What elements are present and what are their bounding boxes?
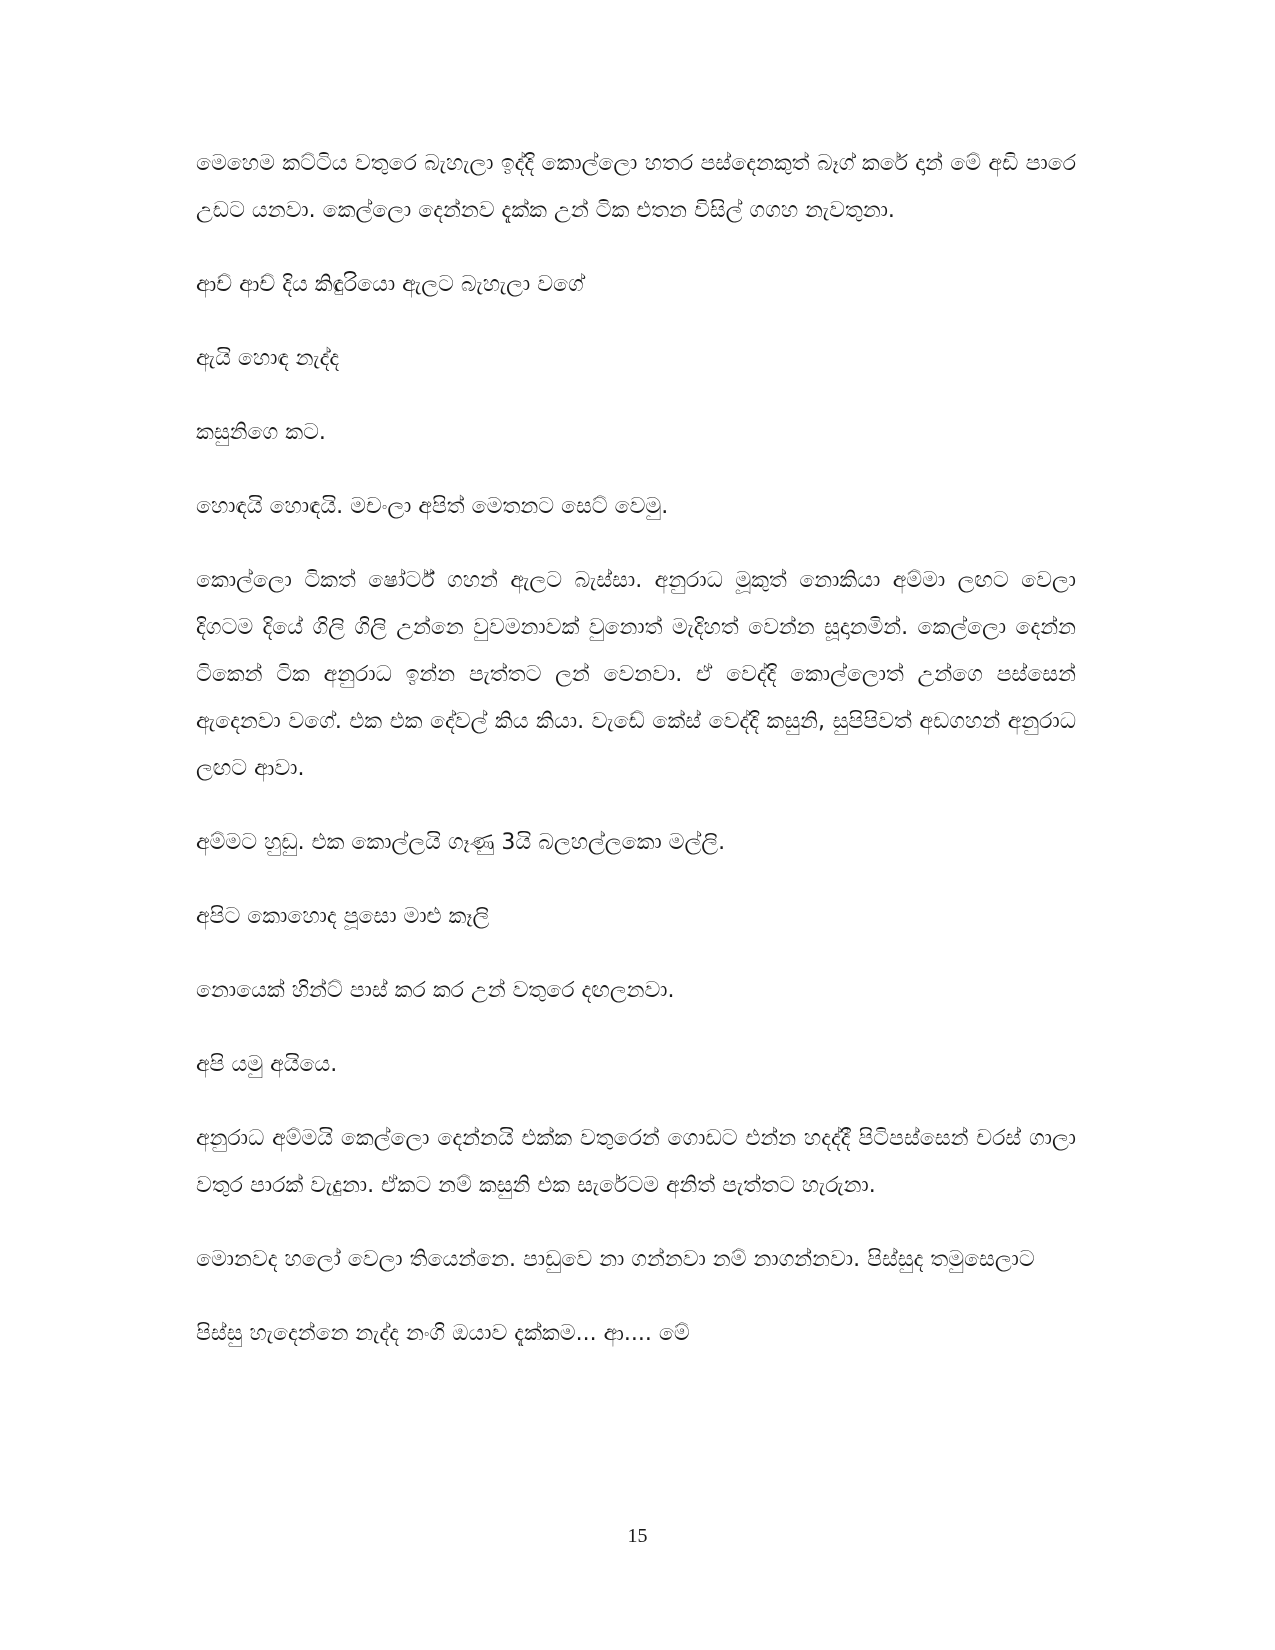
page-number: 15: [627, 1525, 648, 1547]
paragraph-8: අපිට කොහොද පූසො මාළු කෑලි: [196, 904, 490, 929]
paragraph-6: කොල්ලො ටිකත් ෂෝර්ට් ගහන් ඇලට බැස්සා. අනුරාධ මූකුත් නොකියා අම්මා ලඟට වෙලා දිගටම දියේ ගිලි ගිලි උන්නෙ වුවමනාවක් වුනොත් මැදිහත් වෙන්න සූදානමින්. කෙල්ලො දෙන්න ටිකෙන් ටික අනුරාධ ඉන්න පැත්තට ලන් වෙනවා. ඒ වෙද්දි කොල්ලොත් උන්ගෙ පස්සෙන් ඇදෙනවා වගේ. එක එක දේවල් කිය කියා. වැඩේ කේස් වෙද්දි කසුනි, සුපිපිවත් අඩගහන් අනුරාධ ලඟට ආවා.: [196, 568, 1076, 781]
paragraph-2: ආච් ආච් දිය කිඳුරියො ඇලට බැහැලා වගේ: [196, 272, 584, 297]
paragraph-12: මොනවද හලෝ වෙලා තියෙන්නෙ. පාඩුවෙ නා ගන්නවා නම් නාගන්නවා. පිස්සුද තමුසෙලාට: [196, 1247, 1035, 1272]
paragraph-9: නොයෙක් හින්ට් පාස් කර කර උන් වතුරෙ දඟලනවා.: [196, 978, 675, 1003]
paragraph-5: හොඳයි හොඳයි. මචංලා අපිත් මෙතනට සෙට් වෙමු.: [196, 494, 669, 519]
paragraph-1: මෙහෙම කට්ටිය වතුරෙ බැහැලා ඉද්දි කොල්ලො හතර පස්දෙනකුත් බෑග් කරේ දාන් මේ අඩි පාරෙ උඩට යනවා. කෙල්ලො දෙන්නව දැක්ක උන් ටික එතන විසිල් ගගහ නැවතුනා.: [196, 151, 1076, 223]
paragraph-3: ඇයි හොඳ නැද්ද: [196, 346, 340, 371]
paragraph-11: අනුරාධ අම්මයි කෙල්ලො දෙන්නයි එක්ක වතුරෙන් ගොඩට එන්න හදද්දී පිටිපස්සෙන් චරස් ගාලා වතුර පාරක් වැදුනා. ඒකට නම් කසුනි එක සැරේටම අනිත් පැත්තට හැරුනා.: [196, 1126, 1076, 1198]
paragraph-13: පිස්සු හැදෙන්නෙ නැද්ද නංගි ඔයාව දැක්කම... ආ.... මේ: [196, 1321, 690, 1346]
paragraph-10: අපි යමු අයියෙ.: [196, 1052, 338, 1077]
paragraph-7: අම්මට හුඩු. එක කොල්ලයි ගෑණු 3යි බලහල්ලකො මල්ලි.: [196, 830, 726, 855]
page-body: [196, 140, 1076, 1384]
paragraph-4: කසුනිගෙ කට.: [196, 420, 326, 445]
